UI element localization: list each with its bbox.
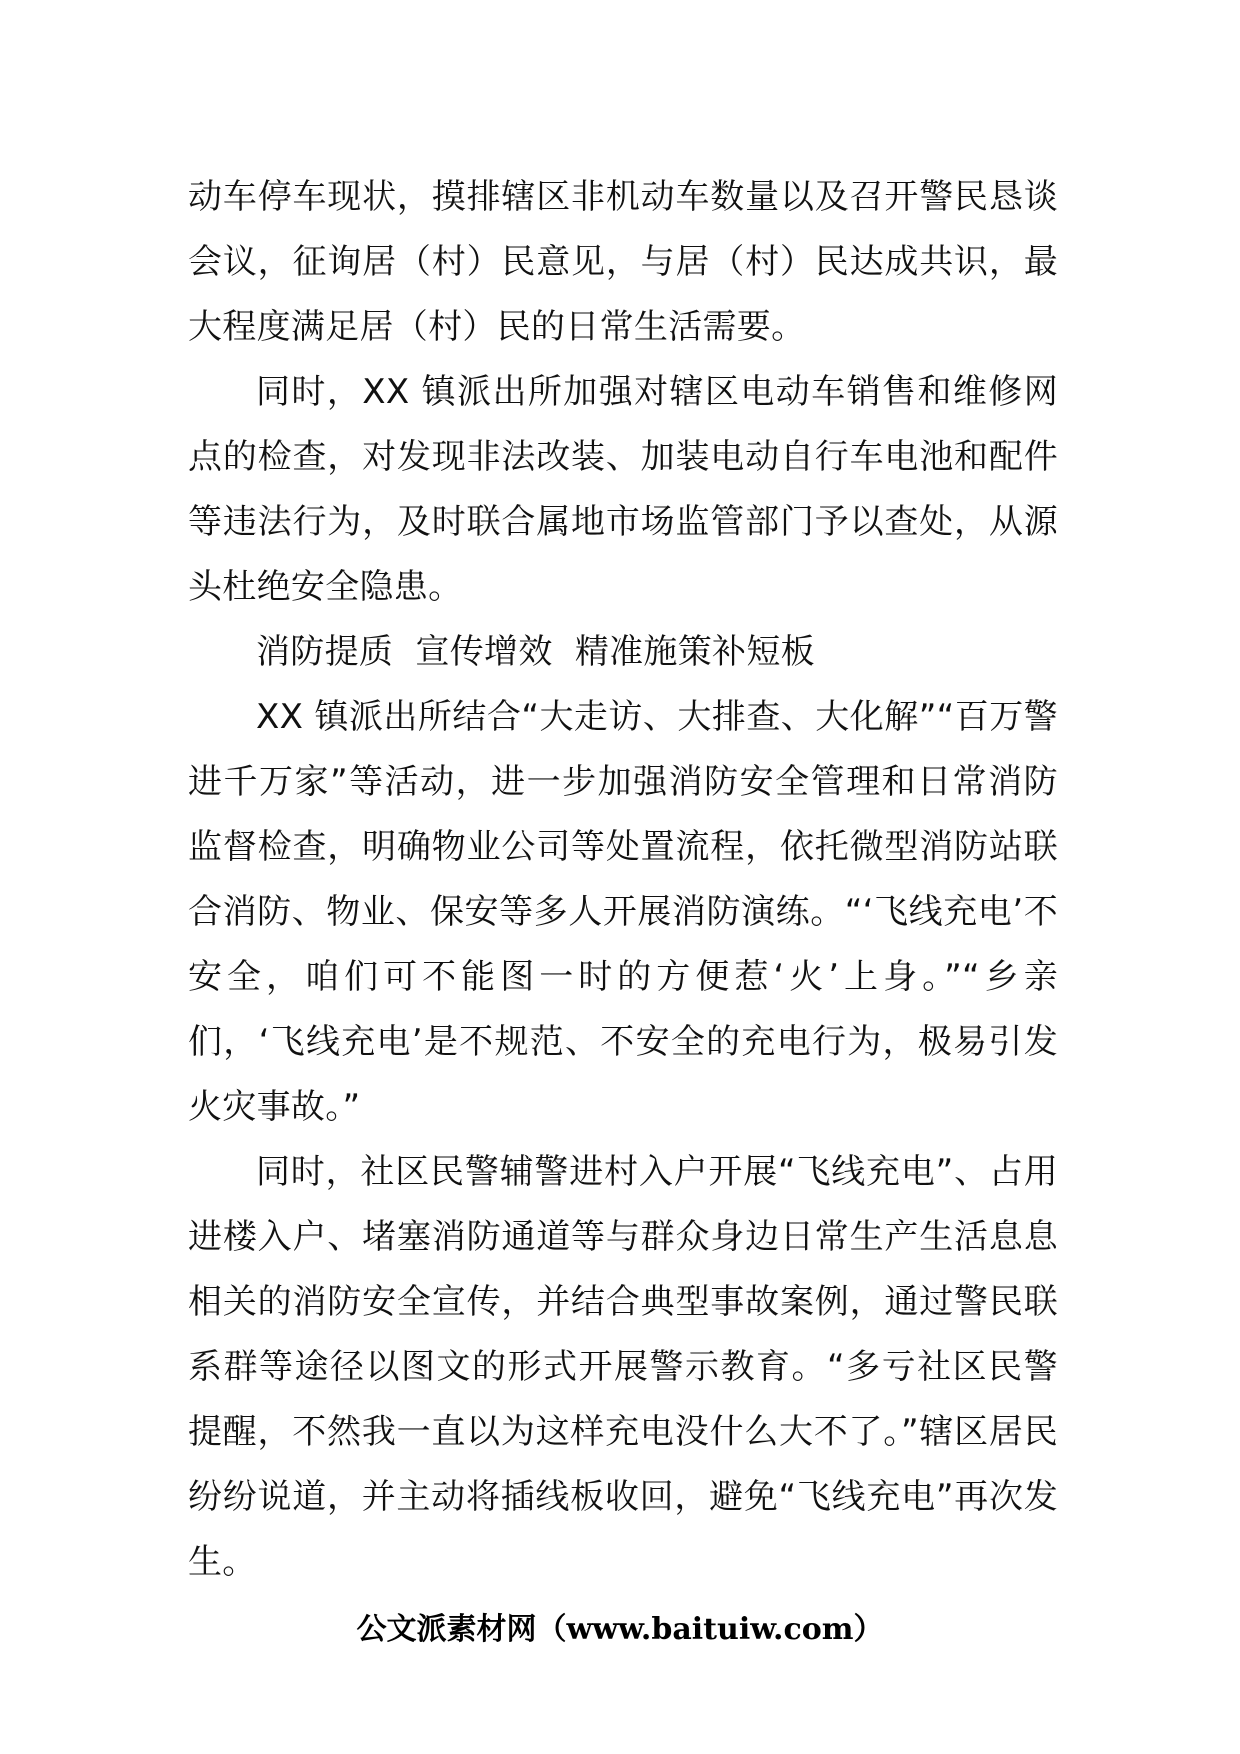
body-paragraph-4: 同时，社区民警辅警进村入户开展“飞线充电”、占用进楼入户、堵塞消防通道等与群众身边日常生产生活息息相关的消防安全宣传，并结合典型事故案例，通过警民联系群等途径以图文的形式开展警示教育。“多亏社区民警提醒，不然我一直以为这样充电没什么大不了。”辖区居民纷纷说道，并主动将插线板收回，避免“飞线充电”再次发生。: [188, 1152, 1058, 1582]
body-paragraph-1: 动车停车现状，摸排辖区非机动车数量以及召开警民恳谈会议，征询居（村）民意见，与居（村）民达成共识，最大程度满足居（村）民的日常生活需要。: [188, 177, 1058, 347]
body-paragraph-2: 同时，XX 镇派出所加强对辖区电动车销售和维修网点的检查，对发现非法改装、加装电动自行车电池和配件等违法行为，及时联合属地市场监管部门予以查处，从源头杜绝安全隐患。: [188, 372, 1058, 607]
body-paragraph-3: XX 镇派出所结合“大走访、大排查、大化解”“百万警进千万家”等活动，进一步加强消防安全管理和日常消防监督检查，明确物业公司等处置流程，依托微型消防站联合消防、物业、保安等多人开展消防演练。“‘飞线充电’不安全，咱们可不能图一时的方便惹‘火’上身。”“乡亲们，‘飞线充电’是不规范、不安全的充电行为，极易引发火灾事故。”: [188, 697, 1058, 1127]
footer-watermark: 公文派素材网（www.baituiw.com）: [356, 1612, 884, 1647]
document-body: [188, 165, 1058, 1595]
section-heading: 消防提质 宣传增效 精准施策补短板: [256, 632, 815, 672]
